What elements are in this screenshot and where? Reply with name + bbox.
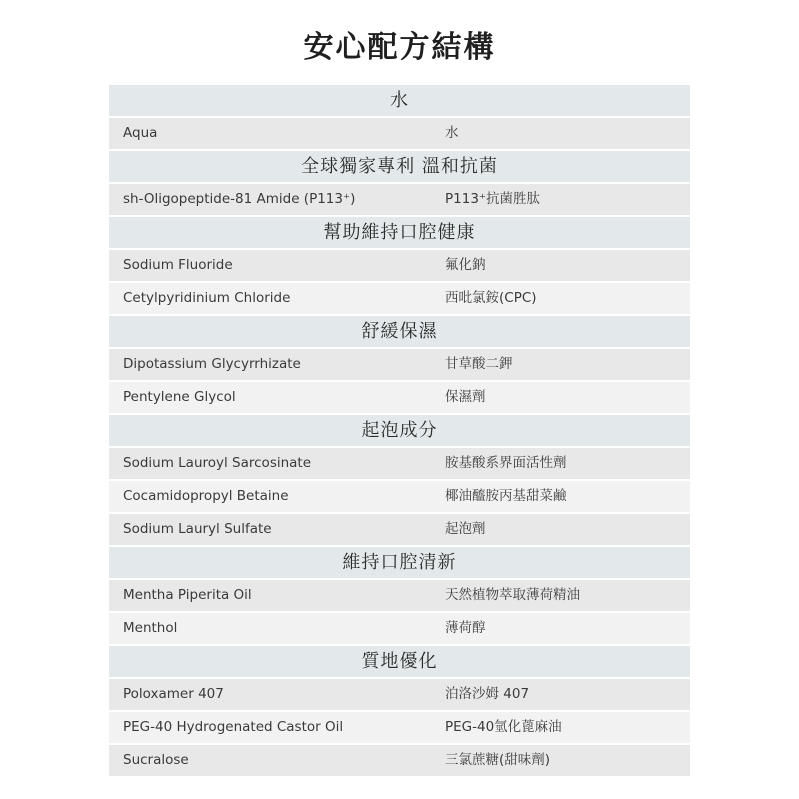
ingredient-row <box>109 184 690 215</box>
ingredient-chinese-name: P113⁺抗菌胜肽 <box>445 191 541 207</box>
ingredient-chinese-name: 氟化鈉 <box>445 257 486 273</box>
ingredient-english-name: Cetylpyridinium Chloride <box>123 290 291 306</box>
ingredient-english-name: Dipotassium Glycyrrhizate <box>123 356 301 372</box>
ingredient-english-name: Sodium Lauryl Sulfate <box>123 521 272 537</box>
ingredient-row <box>109 118 690 149</box>
ingredient-chinese-name: 甘草酸二鉀 <box>445 356 513 372</box>
ingredient-row <box>109 745 690 776</box>
ingredient-english-name: Poloxamer 407 <box>123 686 224 702</box>
ingredient-row <box>109 448 690 479</box>
ingredient-english-name: Sucralose <box>123 752 189 768</box>
section-heading-foaming: 起泡成分 <box>109 415 690 446</box>
ingredient-english-name: Sodium Fluoride <box>123 257 233 273</box>
section-heading-water: 水 <box>109 85 690 116</box>
ingredient-row <box>109 481 690 512</box>
ingredient-chinese-name: 水 <box>445 125 459 141</box>
ingredient-chinese-name: 薄荷醇 <box>445 620 486 636</box>
ingredient-row <box>109 712 690 743</box>
section-heading-texture: 質地優化 <box>109 646 690 677</box>
ingredient-english-name: Mentha Piperita Oil <box>123 587 252 603</box>
ingredient-row <box>109 283 690 314</box>
ingredient-english-name: PEG-40 Hydrogenated Castor Oil <box>123 719 344 735</box>
ingredient-english-name: Sodium Lauroyl Sarcosinate <box>123 455 312 471</box>
ingredient-chinese-name: 保濕劑 <box>445 389 486 405</box>
ingredient-chinese-name: 胺基酸系界面活性劑 <box>445 455 567 471</box>
ingredient-english-name: sh-Oligopeptide-81 Amide (P113⁺) <box>123 191 356 207</box>
section-heading-antibacterial: 全球獨家專利 溫和抗菌 <box>109 151 690 182</box>
ingredient-english-name: Aqua <box>123 125 158 141</box>
section-heading-freshness: 維持口腔清新 <box>109 547 690 578</box>
ingredient-chinese-name: 天然植物萃取薄荷精油 <box>445 587 580 603</box>
ingredient-row <box>109 613 690 644</box>
section-heading-oral-health: 幫助維持口腔健康 <box>109 217 690 248</box>
ingredient-row <box>109 382 690 413</box>
ingredient-row <box>109 514 690 545</box>
ingredient-chinese-name: 西吡氯銨(CPC) <box>445 290 537 306</box>
ingredient-chinese-name: 椰油醯胺丙基甜菜鹼 <box>445 488 567 504</box>
ingredient-row <box>109 679 690 710</box>
ingredient-english-name: Cocamidopropyl Betaine <box>123 488 289 504</box>
ingredient-table <box>109 85 690 778</box>
page-title: 安心配方結構 <box>303 30 496 65</box>
ingredient-english-name: Pentylene Glycol <box>123 389 236 405</box>
ingredient-english-name: Menthol <box>123 620 178 636</box>
ingredient-chinese-name: 起泡劑 <box>445 521 486 537</box>
ingredient-chinese-name: PEG-40氫化蓖麻油 <box>445 719 562 735</box>
section-heading-soothing: 舒緩保濕 <box>109 316 690 347</box>
ingredient-chinese-name: 泊洛沙姆 407 <box>445 686 530 702</box>
ingredient-row <box>109 250 690 281</box>
ingredient-row <box>109 580 690 611</box>
ingredient-row <box>109 349 690 380</box>
ingredient-chinese-name: 三氯蔗糖(甜味劑) <box>445 752 551 768</box>
